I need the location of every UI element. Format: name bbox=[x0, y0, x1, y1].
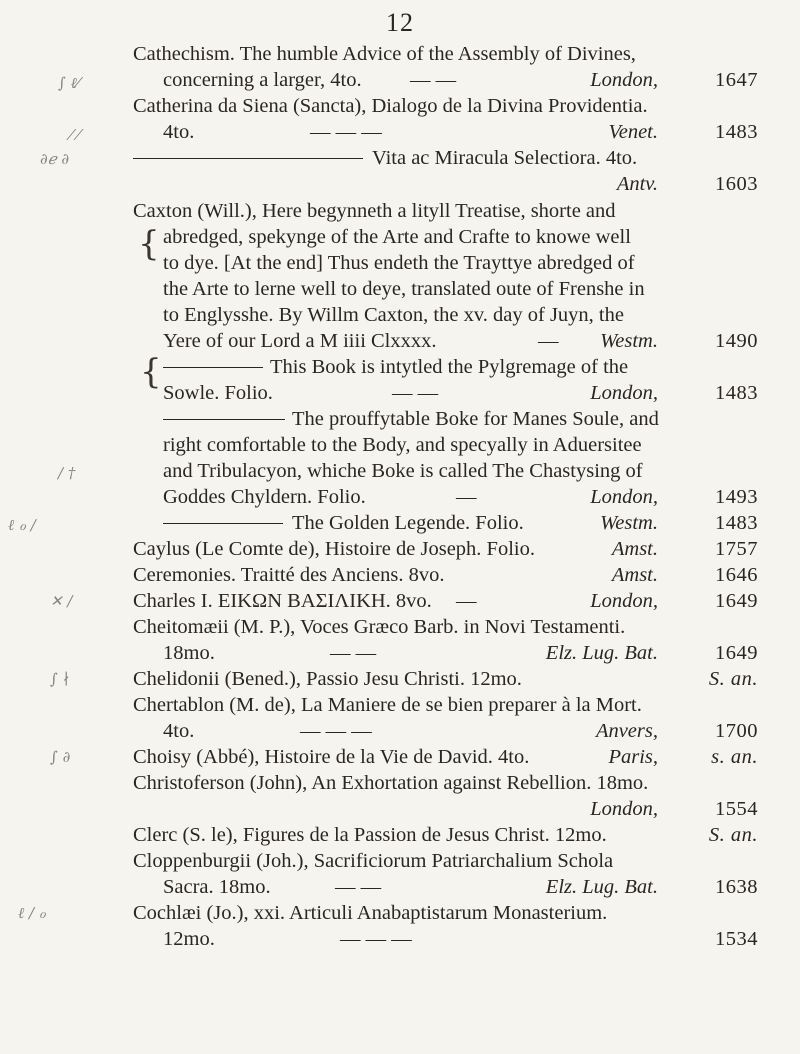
entry-line: Cloppenburgii (Joh.), Sacrificiorum Patriarchalium Schola bbox=[133, 850, 614, 872]
entry-line: Vita ac Miracula Selectiora. 4to. bbox=[0, 146, 800, 170]
pencil-margin-mark: ∂ℯ ∂ bbox=[40, 150, 70, 168]
entry-line: Antv. 1603 bbox=[616, 173, 758, 195]
entry-line: Sacra. 18mo. — — Elz. Lug. Bat. 1638 bbox=[163, 876, 758, 898]
pencil-margin-mark: ⁄ ⁄ bbox=[70, 126, 80, 144]
entry-line: Caylus (Le Comte de), Histoire de Joseph. Folio. Amst. 1757 bbox=[133, 538, 758, 560]
entry-line: to Englysshe. By Willm Caxton, the xv. day of Juyn, the bbox=[163, 304, 624, 326]
ditto-rule bbox=[163, 367, 263, 368]
pencil-margin-mark: ℓ ∕ ℴ bbox=[18, 904, 46, 922]
entry-line: Chertablon (M. de), La Maniere de se bien preparer à la Mort. bbox=[133, 694, 642, 716]
entry-line: Cheitomæii (M. P.), Voces Græco Barb. in Novi Testamenti. bbox=[133, 616, 626, 638]
pencil-margin-mark: ✕ ∕ bbox=[50, 592, 73, 610]
entry-line: right comfortable to the Body, and specyally in Aduersitee bbox=[163, 434, 642, 456]
entry-line: Cochlæi (Jo.), xxi. Articuli Anabaptistarum Monasterium. bbox=[133, 902, 608, 924]
entry-line: to dye. [At the end] Thus endeth the Trayttye abredged of bbox=[163, 252, 635, 274]
entry-line: Charles I. ΕΙΚΩΝ ΒΑΣΙΛΙΚΗ. 8vo. — London, 1649 bbox=[133, 590, 758, 612]
pencil-margin-mark: ℓ ℴ ∕ bbox=[8, 516, 36, 534]
page-number: 12 bbox=[386, 8, 414, 37]
entry-line: This Book is intytled the Pylgremage of the bbox=[0, 355, 800, 379]
entry-line: abredged, spekynge of the Arte and Crafte to knowe well bbox=[163, 226, 631, 248]
ditto-rule bbox=[163, 419, 285, 420]
entry-line: London, 1554 bbox=[590, 798, 758, 820]
entry-line: Chelidonii (Bened.), Passio Jesu Christi. 12mo. S. an. bbox=[133, 668, 758, 690]
entry-line: Caxton (Will.), Here begynneth a lityll Treatise, shorte and bbox=[133, 200, 616, 222]
pencil-margin-mark: ∫ ∂ bbox=[50, 748, 71, 766]
entry-line: Clerc (S. le), Figures de la Passion de Jesus Christ. 12mo. S. an. bbox=[133, 824, 758, 846]
entry-line: Catherina da Siena (Sancta), Dialogo de la Divina Providentia. bbox=[133, 95, 648, 117]
ditto-rule bbox=[163, 523, 283, 524]
entry-line: concerning a larger, 4to. — — London, 1647 bbox=[163, 69, 758, 91]
entry-line: 4to. — — — Anvers, 1700 bbox=[163, 720, 758, 742]
entry-line: 18mo. — — Elz. Lug. Bat. 1649 bbox=[163, 642, 758, 664]
pencil-margin-mark: ∕ † bbox=[58, 464, 76, 482]
entry-line: Cathechism. The humble Advice of the Assembly of Divines, bbox=[133, 43, 636, 65]
entry-line: the Arte to lerne well to deye, translated oute of Frenshe in bbox=[163, 278, 645, 300]
entry-line: and Tribulacyon, whiche Boke is called The Chastysing of bbox=[163, 460, 643, 482]
entry-line: Yere of our Lord a M iiii Clxxxx. — Westm. 1490 bbox=[163, 330, 758, 352]
brace-mark: { bbox=[138, 224, 160, 264]
brace-mark: { bbox=[140, 352, 162, 392]
entry-line: 12mo. — — — 1534 bbox=[163, 928, 758, 950]
entry-line: The prouffytable Boke for Manes Soule, and bbox=[0, 407, 800, 431]
pencil-margin-mark: ∫ ∤ bbox=[50, 670, 70, 688]
entry-line: Choisy (Abbé), Histoire de la Vie de David. 4to. Paris, s. an. bbox=[133, 746, 758, 768]
entry-line: Goddes Chyldern. Folio. — London, 1493 bbox=[163, 486, 758, 508]
ditto-rule bbox=[133, 158, 363, 159]
entry-line: Sowle. Folio. — — London, 1483 bbox=[163, 382, 758, 404]
entry-line: Ceremonies. Traitté des Anciens. 8vo. Amst. 1646 bbox=[133, 564, 758, 586]
entry-line: The Golden Legende. Folio. Westm. 1483 bbox=[0, 511, 800, 535]
entry-line: Christoferson (John), An Exhortation against Rebellion. 18mo. bbox=[133, 772, 649, 794]
pencil-margin-mark: ∫ ℓ⁄ bbox=[58, 74, 80, 92]
entry-line: 4to. — — — Venet. 1483 bbox=[163, 121, 758, 143]
